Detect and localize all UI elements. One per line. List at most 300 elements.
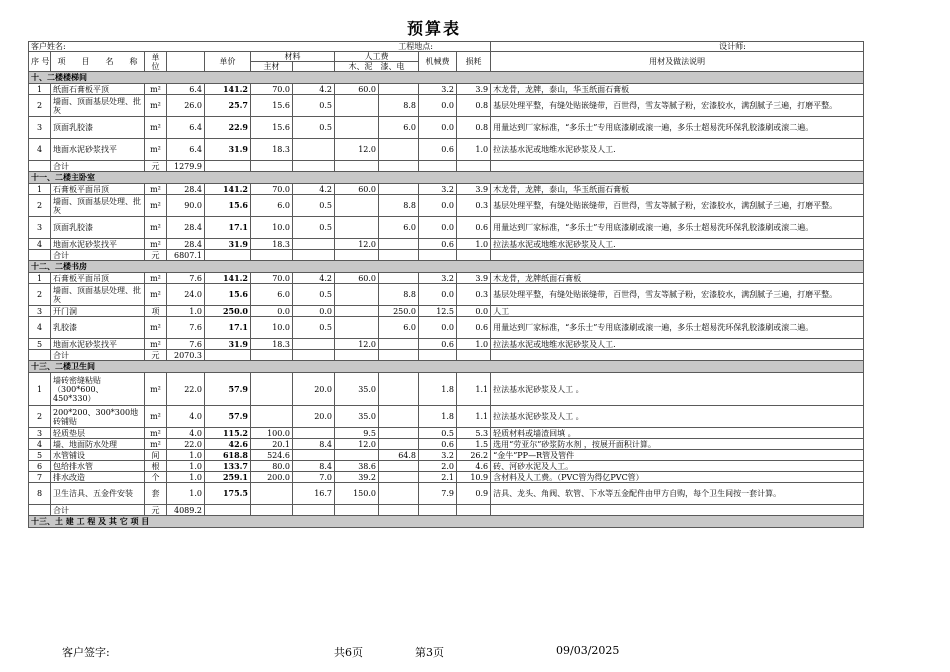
row-number: 2 (29, 284, 51, 306)
unit-price-cell: 15.6 (205, 195, 251, 217)
row-number: 2 (29, 406, 51, 428)
total-row (29, 250, 864, 261)
item-name: 卫生洁具、五金件安装 (51, 483, 145, 505)
main-material-cell: 18.3 (251, 239, 293, 250)
col-seq: 序 号 (29, 52, 51, 72)
item-name: 乳胶漆 (51, 317, 145, 339)
note-cell: 木龙骨，龙牌纸面石膏板 (491, 273, 864, 284)
labor-wood-mud-cell (335, 450, 379, 461)
unit-price-cell: 175.5 (205, 483, 251, 505)
quantity-cell: 1.0 (167, 306, 205, 317)
main-material-cell: 15.6 (251, 95, 293, 117)
unit-cell: m² (145, 217, 167, 239)
table-row (29, 472, 864, 483)
machine-cost-cell: 0.6 (419, 239, 457, 250)
quantity-cell: 24.0 (167, 284, 205, 306)
section-header (29, 516, 864, 528)
quantity-cell: 1.0 (167, 450, 205, 461)
row-number: 5 (29, 339, 51, 350)
item-name: 排水改造 (51, 472, 145, 483)
col-loss: 损耗 (457, 52, 491, 72)
row-number: 3 (29, 428, 51, 439)
labor-wood-mud-cell (335, 306, 379, 317)
col-machine: 机械费 (419, 52, 457, 72)
unit-price-cell: 141.2 (205, 184, 251, 195)
quantity-cell: 90.0 (167, 195, 205, 217)
row-number: 4 (29, 317, 51, 339)
section-title: 十三、二楼卫生间 (29, 361, 864, 373)
note-cell: 拉法基水泥或地维水泥砂浆及人工. (491, 339, 864, 350)
note-cell: 用量达到厂家标准，“多乐士”专用底漆刷或滚一遍，多乐士超易洗环保乳胶漆刷或滚二遍。 (491, 317, 864, 339)
main-material-cell: 70.0 (251, 184, 293, 195)
machine-cost-cell: 0.6 (419, 139, 457, 161)
quantity-cell: 22.0 (167, 373, 205, 406)
machine-cost-cell: 0.0 (419, 117, 457, 139)
loss-cell: 1.0 (457, 239, 491, 250)
row-number: 7 (29, 472, 51, 483)
labor-wood-mud-cell: 39.2 (335, 472, 379, 483)
machine-cost-cell: 0.5 (419, 428, 457, 439)
main-material-cell: 70.0 (251, 84, 293, 95)
aux-material-cell: 7.0 (293, 472, 335, 483)
labor-paint-elec-cell: 8.8 (379, 284, 419, 306)
aux-material-cell: 0.0 (293, 306, 335, 317)
labor-wood-mud-cell: 60.0 (335, 273, 379, 284)
main-material-cell: 80.0 (251, 461, 293, 472)
item-name: 墙面、顶面基层处理、批灰 (51, 95, 145, 117)
machine-cost-cell: 0.6 (419, 439, 457, 450)
empty-cell (251, 250, 293, 261)
total-pages: 共6页 (334, 646, 363, 659)
main-material-cell (251, 406, 293, 428)
row-number (29, 350, 51, 361)
machine-cost-cell: 0.0 (419, 317, 457, 339)
unit-cell: m² (145, 339, 167, 350)
machine-cost-cell: 0.0 (419, 284, 457, 306)
labor-wood-mud-cell (335, 195, 379, 217)
item-name: 墙面、顶面基层处理、批灰 (51, 195, 145, 217)
note-cell: 基层处理平整，有缝处贴嵌缝带，百世得，雪友等腻子粉，宏漆胶水，满刮腻子三遍，打磨平整。 (491, 195, 864, 217)
unit-cell: m² (145, 239, 167, 250)
table-row (29, 339, 864, 350)
col-material: 材料 (251, 52, 335, 62)
labor-wood-mud-cell (335, 117, 379, 139)
note-cell: 轻质材料或墙渣回填 。 (491, 428, 864, 439)
note-cell: 木龙骨，龙牌，泰山，华玉纸面石膏板 (491, 184, 864, 195)
empty-cell (457, 161, 491, 172)
unit-cell: m² (145, 95, 167, 117)
col-labor: 人工费 (335, 52, 419, 62)
labor-wood-mud-cell (335, 317, 379, 339)
empty-cell (419, 161, 457, 172)
labor-wood-mud-cell (335, 284, 379, 306)
aux-material-cell (293, 428, 335, 439)
note-cell: 砖、河砂水泥及人工。 (491, 461, 864, 472)
table-row (29, 284, 864, 306)
quantity-cell: 6.4 (167, 84, 205, 95)
table-row (29, 117, 864, 139)
quantity-cell: 22.0 (167, 439, 205, 450)
empty-cell (251, 350, 293, 361)
unit-price-cell: 57.9 (205, 406, 251, 428)
empty-cell (379, 250, 419, 261)
row-number: 1 (29, 184, 51, 195)
labor-paint-elec-cell (379, 273, 419, 284)
row-number: 5 (29, 450, 51, 461)
unit-cell: m² (145, 117, 167, 139)
aux-material-cell (293, 139, 335, 161)
aux-material-cell: 8.4 (293, 461, 335, 472)
col-labor-sub: 木、泥 漆、电 (335, 62, 419, 72)
empty-cell (251, 505, 293, 516)
section-header (29, 172, 864, 184)
unit-price-cell: 42.6 (205, 439, 251, 450)
unit-cell: 间 (145, 450, 167, 461)
total-label: 合计 (51, 350, 145, 361)
item-name: 墙砖密缝粘贴（300*600、450*330） (51, 373, 145, 406)
row-number: 8 (29, 483, 51, 505)
labor-wood-mud-cell: 12.0 (335, 139, 379, 161)
labor-paint-elec-cell: 8.8 (379, 95, 419, 117)
unit-price-cell: 133.7 (205, 461, 251, 472)
row-number: 4 (29, 439, 51, 450)
empty-cell (379, 161, 419, 172)
empty-cell (293, 505, 335, 516)
unit-cell: 套 (145, 483, 167, 505)
labor-paint-elec-cell (379, 184, 419, 195)
labor-paint-elec-cell (379, 406, 419, 428)
table-row (29, 239, 864, 250)
aux-material-cell: 4.2 (293, 184, 335, 195)
note-cell: 用量达到厂家标准，“多乐士”专用底漆刷或滚一遍，多乐士超易洗环保乳胶漆刷或滚二遍。 (491, 117, 864, 139)
row-number: 6 (29, 461, 51, 472)
total-unit: 元 (145, 161, 167, 172)
labor-paint-elec-cell (379, 339, 419, 350)
row-number (29, 161, 51, 172)
table-row (29, 439, 864, 450)
main-material-cell: 0.0 (251, 306, 293, 317)
empty-cell (293, 350, 335, 361)
quantity-cell: 6.4 (167, 117, 205, 139)
site-label: 工程地点: (398, 42, 433, 51)
customer-name-label: 客户姓名: 工程地点: (29, 42, 491, 52)
labor-wood-mud-cell: 60.0 (335, 184, 379, 195)
empty-cell (491, 505, 864, 516)
row-number: 1 (29, 84, 51, 95)
col-item: 项 目 名 称 (51, 52, 145, 72)
col-unit-price: 单价 (205, 52, 251, 72)
unit-cell: m² (145, 284, 167, 306)
col-aux-material (293, 62, 335, 72)
note-cell: 拉法基水泥或地维水泥砂浆及人工. (491, 139, 864, 161)
machine-cost-cell: 0.0 (419, 95, 457, 117)
unit-cell: m² (145, 195, 167, 217)
loss-cell: 0.6 (457, 317, 491, 339)
labor-wood-mud-cell (335, 217, 379, 239)
loss-cell: 1.1 (457, 406, 491, 428)
labor-paint-elec-cell: 64.8 (379, 450, 419, 461)
row-number: 1 (29, 273, 51, 284)
col-main-material: 主材 (251, 62, 293, 72)
unit-cell: m² (145, 428, 167, 439)
loss-cell: 0.8 (457, 95, 491, 117)
labor-paint-elec-cell (379, 373, 419, 406)
note-cell: 拉法基水泥砂浆及人工 。 (491, 406, 864, 428)
machine-cost-cell: 0.0 (419, 195, 457, 217)
loss-cell: 3.9 (457, 273, 491, 284)
unit-price-cell: 618.8 (205, 450, 251, 461)
section-header (29, 361, 864, 373)
table-row (29, 317, 864, 339)
loss-cell: 1.0 (457, 339, 491, 350)
item-name: 地面水泥砂浆找平 (51, 339, 145, 350)
quantity-cell: 26.0 (167, 95, 205, 117)
loss-cell: 5.3 (457, 428, 491, 439)
labor-paint-elec-cell: 6.0 (379, 317, 419, 339)
machine-cost-cell: 3.2 (419, 450, 457, 461)
empty-cell (335, 161, 379, 172)
labor-wood-mud-cell: 9.5 (335, 428, 379, 439)
col-qty (167, 52, 205, 72)
aux-material-cell (293, 339, 335, 350)
unit-cell: 项 (145, 306, 167, 317)
note-cell: 拉法基水泥砂浆及人工 。 (491, 373, 864, 406)
total-row (29, 505, 864, 516)
main-material-cell: 6.0 (251, 195, 293, 217)
unit-price-cell: 57.9 (205, 373, 251, 406)
loss-cell: 1.0 (457, 139, 491, 161)
main-material-cell: 15.6 (251, 117, 293, 139)
note-cell: 选用“劳亚尔”砂浆防水剂 ，按展开面积计算。 (491, 439, 864, 450)
unit-cell: m² (145, 373, 167, 406)
labor-paint-elec-cell: 6.0 (379, 217, 419, 239)
unit-cell: m² (145, 439, 167, 450)
labor-wood-mud-cell: 150.0 (335, 483, 379, 505)
empty-cell (457, 350, 491, 361)
loss-cell: 26.2 (457, 450, 491, 461)
empty-cell (419, 505, 457, 516)
total-value: 1279.9 (167, 161, 205, 172)
note-cell: 洁具、龙头、角阀、软管、下水等五金配件由甲方自购，每个卫生间按一套计算。 (491, 483, 864, 505)
unit-price-cell: 15.6 (205, 284, 251, 306)
empty-cell (205, 161, 251, 172)
unit-price-cell: 250.0 (205, 306, 251, 317)
aux-material-cell: 4.2 (293, 273, 335, 284)
item-name: 地面水泥砂浆找平 (51, 139, 145, 161)
labor-paint-elec-cell (379, 472, 419, 483)
item-name: 水管铺设 (51, 450, 145, 461)
labor-paint-elec-cell (379, 239, 419, 250)
table-row (29, 273, 864, 284)
aux-material-cell (293, 450, 335, 461)
labor-paint-elec-cell (379, 439, 419, 450)
loss-cell: 0.9 (457, 483, 491, 505)
empty-cell (205, 250, 251, 261)
table-row (29, 483, 864, 505)
item-name: 200*200、300*300地砖铺贴 (51, 406, 145, 428)
labor-wood-mud-cell: 12.0 (335, 239, 379, 250)
main-material-cell: 200.0 (251, 472, 293, 483)
aux-material-cell: 0.5 (293, 95, 335, 117)
budget-table (28, 41, 864, 528)
loss-cell: 10.9 (457, 472, 491, 483)
labor-wood-mud-cell: 35.0 (335, 406, 379, 428)
table-row (29, 195, 864, 217)
aux-material-cell: 20.0 (293, 373, 335, 406)
item-name: 包给排水管 (51, 461, 145, 472)
aux-material-cell: 0.5 (293, 217, 335, 239)
item-name: 纸面石膏板平顶 (51, 84, 145, 95)
loss-cell: 3.9 (457, 184, 491, 195)
total-label: 合计 (51, 250, 145, 261)
empty-cell (205, 505, 251, 516)
empty-cell (491, 350, 864, 361)
col-note: 用材及做法说明 (491, 52, 864, 72)
table-row (29, 450, 864, 461)
labor-wood-mud-cell: 38.6 (335, 461, 379, 472)
aux-material-cell: 4.2 (293, 84, 335, 95)
unit-price-cell: 31.9 (205, 239, 251, 250)
table-row (29, 217, 864, 239)
labor-paint-elec-cell (379, 461, 419, 472)
empty-cell (251, 161, 293, 172)
unit-price-cell: 31.9 (205, 339, 251, 350)
item-name: 顶面乳胶漆 (51, 217, 145, 239)
main-material-cell: 20.1 (251, 439, 293, 450)
total-unit: 元 (145, 350, 167, 361)
empty-cell (379, 505, 419, 516)
row-number: 4 (29, 139, 51, 161)
total-value: 4089.2 (167, 505, 205, 516)
labor-wood-mud-cell: 12.0 (335, 439, 379, 450)
labor-paint-elec-cell: 8.8 (379, 195, 419, 217)
unit-cell: m² (145, 317, 167, 339)
table-row (29, 139, 864, 161)
total-unit: 元 (145, 505, 167, 516)
item-name: 墙面、顶面基层处理、批灰 (51, 284, 145, 306)
row-number: 2 (29, 95, 51, 117)
loss-cell: 0.3 (457, 195, 491, 217)
total-row (29, 350, 864, 361)
note-cell: 拉法基水泥或地维水泥砂浆及人工. (491, 239, 864, 250)
empty-cell (335, 350, 379, 361)
empty-cell (205, 350, 251, 361)
table-row (29, 84, 864, 95)
aux-material-cell: 8.4 (293, 439, 335, 450)
row-number: 2 (29, 195, 51, 217)
labor-paint-elec-cell: 250.0 (379, 306, 419, 317)
empty-cell (491, 250, 864, 261)
empty-cell (293, 250, 335, 261)
machine-cost-cell: 0.0 (419, 217, 457, 239)
loss-cell: 3.9 (457, 84, 491, 95)
unit-price-cell: 25.7 (205, 95, 251, 117)
quantity-cell: 4.0 (167, 406, 205, 428)
item-name: 顶面乳胶漆 (51, 117, 145, 139)
main-material-cell (251, 483, 293, 505)
machine-cost-cell: 3.2 (419, 184, 457, 195)
note-cell: 基层处理平整，有缝处贴嵌缝带，百世得，雪友等腻子粉，宏漆胶水，满刮腻子三遍，打磨平整。 (491, 95, 864, 117)
row-number: 3 (29, 217, 51, 239)
unit-price-cell: 115.2 (205, 428, 251, 439)
page-title: 预算表 (406, 19, 461, 38)
loss-cell: 0.6 (457, 217, 491, 239)
unit-price-cell: 141.2 (205, 273, 251, 284)
row-number (29, 505, 51, 516)
aux-material-cell (293, 239, 335, 250)
unit-price-cell: 31.9 (205, 139, 251, 161)
section-header (29, 261, 864, 273)
loss-cell: 0.3 (457, 284, 491, 306)
section-title: 十一、二楼主卧室 (29, 172, 864, 184)
section-title: 十三、土 建 工 程 及 其 它 项 目 (29, 516, 864, 528)
row-number: 4 (29, 239, 51, 250)
unit-cell: m² (145, 84, 167, 95)
item-name: 轻质垫层 (51, 428, 145, 439)
labor-paint-elec-cell (379, 139, 419, 161)
loss-cell: 1.5 (457, 439, 491, 450)
aux-material-cell: 0.5 (293, 117, 335, 139)
loss-cell: 0.8 (457, 117, 491, 139)
table-row (29, 306, 864, 317)
unit-cell: m² (145, 406, 167, 428)
customer-signature-label: 客户签字: (62, 646, 110, 659)
empty-cell (379, 350, 419, 361)
item-name: 石膏板平面吊顶 (51, 184, 145, 195)
unit-price-cell: 141.2 (205, 84, 251, 95)
note-cell: 基层处理平整，有缝处贴嵌缝带，百世得，雪友等腻子粉，宏漆胶水，满刮腻子三遍，打磨平整。 (491, 284, 864, 306)
empty-cell (457, 505, 491, 516)
main-material-cell: 10.0 (251, 217, 293, 239)
main-material-cell: 524.6 (251, 450, 293, 461)
row-number (29, 250, 51, 261)
unit-price-cell: 22.9 (205, 117, 251, 139)
loss-cell: 1.1 (457, 373, 491, 406)
quantity-cell: 6.4 (167, 139, 205, 161)
total-row (29, 161, 864, 172)
total-unit: 元 (145, 250, 167, 261)
unit-price-cell: 17.1 (205, 317, 251, 339)
machine-cost-cell: 2.0 (419, 461, 457, 472)
loss-cell: 0.0 (457, 306, 491, 317)
labor-wood-mud-cell: 12.0 (335, 339, 379, 350)
table-row (29, 428, 864, 439)
unit-cell: m² (145, 273, 167, 284)
aux-material-cell: 20.0 (293, 406, 335, 428)
row-number: 1 (29, 373, 51, 406)
item-name: 地面水泥砂浆找平 (51, 239, 145, 250)
unit-cell: m² (145, 139, 167, 161)
aux-material-cell: 0.5 (293, 284, 335, 306)
empty-cell (335, 505, 379, 516)
main-material-cell: 6.0 (251, 284, 293, 306)
labor-wood-mud-cell: 60.0 (335, 84, 379, 95)
quantity-cell: 28.4 (167, 239, 205, 250)
labor-paint-elec-cell (379, 428, 419, 439)
note-cell: 用量达到厂家标准，“多乐士”专用底漆刷或滚一遍，多乐士超易洗环保乳胶漆刷或滚二遍。 (491, 217, 864, 239)
quantity-cell: 28.4 (167, 217, 205, 239)
empty-cell (419, 350, 457, 361)
quantity-cell: 1.0 (167, 472, 205, 483)
empty-cell (457, 250, 491, 261)
col-unit: 单 位 (145, 52, 167, 72)
note-cell: 木龙骨，龙牌，泰山，华玉纸面石膏板 (491, 84, 864, 95)
quantity-cell: 1.0 (167, 483, 205, 505)
item-name: 开门洞 (51, 306, 145, 317)
machine-cost-cell: 3.2 (419, 273, 457, 284)
table-row (29, 95, 864, 117)
empty-cell (335, 250, 379, 261)
